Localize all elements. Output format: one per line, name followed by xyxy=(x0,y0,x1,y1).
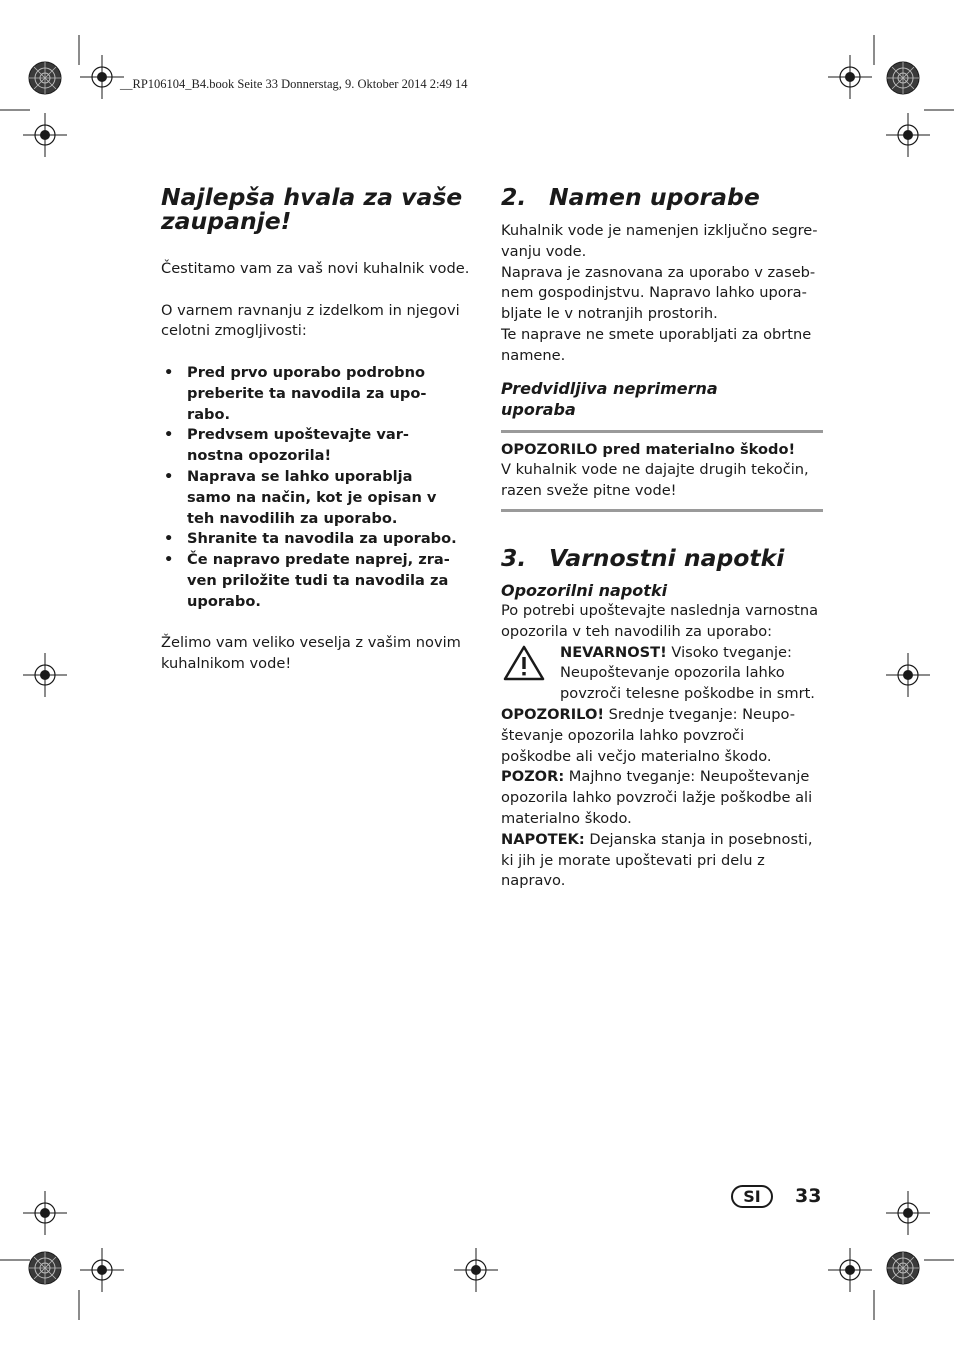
list-item: • Pred prvo uporabo podrobno preberite ta navodila za upo- rabo. xyxy=(164,363,427,423)
registration-mark-icon xyxy=(23,113,67,157)
color-calibration-wheel-icon xyxy=(887,1252,919,1284)
registration-mark-icon xyxy=(886,1191,930,1235)
foreseeable-misuse-heading: Predvidljiva neprimerna uporaba xyxy=(501,378,718,419)
registration-mark-icon xyxy=(886,653,930,697)
page-number: 33 xyxy=(795,1185,822,1207)
registration-mark-icon xyxy=(23,653,67,697)
danger-note: NEVARNOST! Visoko tveganje: Neupoštevanje opozorila lahko povzroči telesne poškodbe in smrt. xyxy=(501,643,823,705)
list-item: • Če napravo predate naprej, zra- ven priložite tudi ta navodila za uporabo. xyxy=(164,551,450,610)
list-item: • Shranite ta navodila za uporabo. xyxy=(164,530,457,548)
registration-mark-icon xyxy=(886,113,930,157)
print-header-info: __RP106104_B4.book Seite 33 Donnerstag, 9. Oktober 2014 2:49 14 xyxy=(120,77,468,91)
list-item: • Predvsem upoštevajte var- nostna opozorila! xyxy=(164,426,409,465)
registration-mark-icon xyxy=(23,1191,67,1235)
purpose-text: Kuhalnik vode je namenjen izključno segre- vanju vode. Naprava je zasnovana za uporabo v zaseb- nem gospodinjstvu. Napravo lahko upora- bljate le v notranjih prostorih. Te naprave ne smete uporabljati za obrtne namene. xyxy=(501,222,818,364)
registration-mark-icon xyxy=(454,1248,498,1292)
section-3-title: 3. Varnostni napotki xyxy=(501,543,785,572)
list-item: • Naprava se lahko uporablja samo na način, kot je opisan v teh navodilih za uporabo. xyxy=(164,467,437,527)
registration-mark-icon xyxy=(828,55,872,99)
congrats-text: Čestitamo vam za vaš novi kuhalnik vode. xyxy=(161,260,470,277)
intro-text: O varnem ravnanju z izdelkom in njegovi celotni zmogljivosti: xyxy=(161,301,460,340)
color-calibration-wheel-icon xyxy=(29,62,61,94)
warning-title: OPOZORILO pred materialno škodo! xyxy=(501,440,796,458)
registration-mark-icon xyxy=(80,1248,124,1292)
safety-intro-text: Po potrebi upoštevajte naslednja varnostna opozorila v teh navodilih za uporabo: xyxy=(501,601,819,640)
warning-notes-heading: Opozorilni napotki xyxy=(501,580,668,600)
registration-mark-icon xyxy=(80,55,124,99)
section-2-title: 2. Namen uporabe xyxy=(501,183,760,211)
language-badge: SI xyxy=(731,1185,773,1208)
color-calibration-wheel-icon xyxy=(887,62,919,94)
hint-note: NAPOTEK: Dejanska stanja in posebnosti, ki jih je morate upoštevati pri delu z napravo. xyxy=(501,830,813,890)
registration-mark-icon xyxy=(828,1248,872,1292)
closing-text: Želimo vam veliko veselja z vašim novim kuhalnikom vode! xyxy=(161,634,461,673)
warning-level-note: OPOZORILO! Srednje tveganje: Neupo- števanje opozorila lahko povzroči poškodbe ali večjo materialno škodo. xyxy=(501,705,796,765)
warning-text: V kuhalnik vode ne dajajte drugih tekočin, razen sveže pitne vode! xyxy=(501,461,809,500)
caution-level-note: POZOR: Majhno tveganje: Neupoštevanje opozorila lahko povzroči lažje poškodbe ali materialno škodo. xyxy=(501,768,813,827)
thanks-title: Najlepša hvala za vaše zaupanje! xyxy=(161,183,463,235)
color-calibration-wheel-icon xyxy=(29,1252,61,1284)
